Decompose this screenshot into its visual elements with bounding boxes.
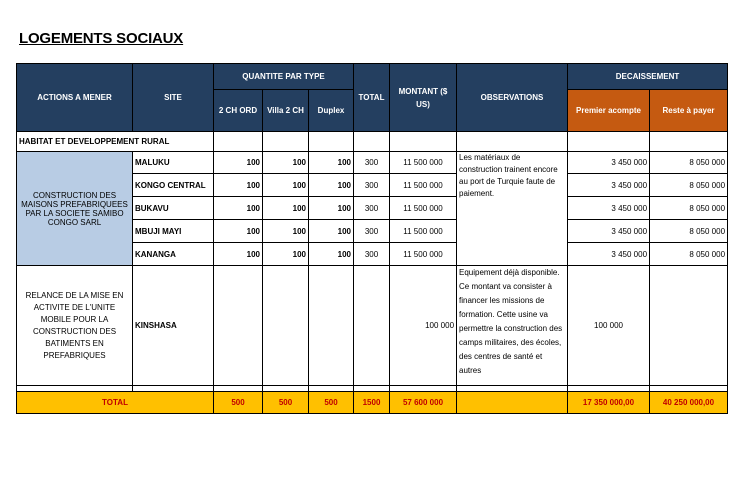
header-reste-a-payer: Reste à payer [650,90,728,132]
header-quantite: QUANTITE PAR TYPE [214,64,354,90]
qty-cell: 100 [263,220,309,243]
qty-cell: 100 [263,152,309,174]
montant-cell: 11 500 000 [390,243,457,266]
total-2ch: 500 [214,392,263,414]
section-label: HABITAT ET DEVELOPPEMENT RURAL [17,132,214,152]
qty-cell: 100 [214,197,263,220]
reste-cell: 8 050 000 [650,197,728,220]
qty-cell: 100 [263,243,309,266]
header-montant: MONTANT ($ US) [390,64,457,132]
action-construction: CONSTRUCTION DES MAISONS PREFABRIQUEES PAR LA SOCIETE SAMIBO CONGO SARL [17,152,133,266]
site-cell: KINSHASA [133,266,214,386]
site-cell: BUKAVU [133,197,214,220]
montant-cell: 11 500 000 [390,152,457,174]
site-cell: KANANGA [133,243,214,266]
qty-cell: 100 [214,152,263,174]
qty-cell: 100 [263,174,309,197]
total-cell: 300 [354,197,390,220]
total-montant: 57 600 000 [390,392,457,414]
reste-cell: 8 050 000 [650,152,728,174]
qty-cell: 100 [309,220,354,243]
header-site: SITE [133,64,214,132]
observation-relance: Equipement déjà disponible. Ce montant va consister à financer les missions de formation. Cette usine va permettre la construction des camps militaires, des écoles, des centres de santé et autres [457,266,568,386]
qty-cell: 100 [309,174,354,197]
total-cell: 300 [354,220,390,243]
site-cell: KONGO CENTRAL [133,174,214,197]
header-2ch-ord: 2 CH ORD [214,90,263,132]
site-cell: MALUKU [133,152,214,174]
reste-cell: 8 050 000 [650,220,728,243]
total-cell: 300 [354,243,390,266]
montant-cell: 11 500 000 [390,174,457,197]
qty-cell: 100 [214,243,263,266]
site-cell: MBUJI MAYI [133,220,214,243]
premier-cell: 3 450 000 [568,152,650,174]
montant-cell: 11 500 000 [390,220,457,243]
action-relance: RELANCE DE LA MISE EN ACTIVITE DE L'UNITE MOBILE POUR LA CONSTRUCTION DES BATIMENTS EN PREFABRIQUES [17,266,133,386]
header-villa: Villa 2 CH [263,90,309,132]
observation-construction: Les matériaux de construction trainent encore au port de Turquie faute de paiement. [457,152,568,266]
premier-cell: 3 450 000 [568,174,650,197]
header-decaissement: DECAISSEMENT [568,64,728,90]
total-total: 1500 [354,392,390,414]
total-premier: 17 350 000,00 [568,392,650,414]
montant-cell: 100 000 [390,266,457,386]
header-actions: ACTIONS A MENER [17,64,133,132]
qty-cell: 100 [309,152,354,174]
housing-table [16,63,728,414]
montant-cell: 11 500 000 [390,197,457,220]
reste-cell: 8 050 000 [650,243,728,266]
header-premier-acompte: Premier acompte [568,90,650,132]
header-total: TOTAL [354,64,390,132]
qty-cell: 100 [309,243,354,266]
page-title: LOGEMENTS SOCIAUX [19,30,184,47]
qty-cell: 100 [214,220,263,243]
reste-cell: 8 050 000 [650,174,728,197]
header-duplex: Duplex [309,90,354,132]
premier-cell: 3 450 000 [568,197,650,220]
premier-cell: 3 450 000 [568,220,650,243]
qty-cell: 100 [263,197,309,220]
qty-cell: 100 [309,197,354,220]
total-cell: 300 [354,174,390,197]
total-duplex: 500 [309,392,354,414]
premier-cell: 3 450 000 [568,243,650,266]
total-villa: 500 [263,392,309,414]
total-cell: 300 [354,152,390,174]
total-reste: 40 250 000,00 [650,392,728,414]
header-observations: OBSERVATIONS [457,64,568,132]
total-label: TOTAL [17,392,214,414]
qty-cell: 100 [214,174,263,197]
premier-cell: 100 000 [568,266,650,386]
